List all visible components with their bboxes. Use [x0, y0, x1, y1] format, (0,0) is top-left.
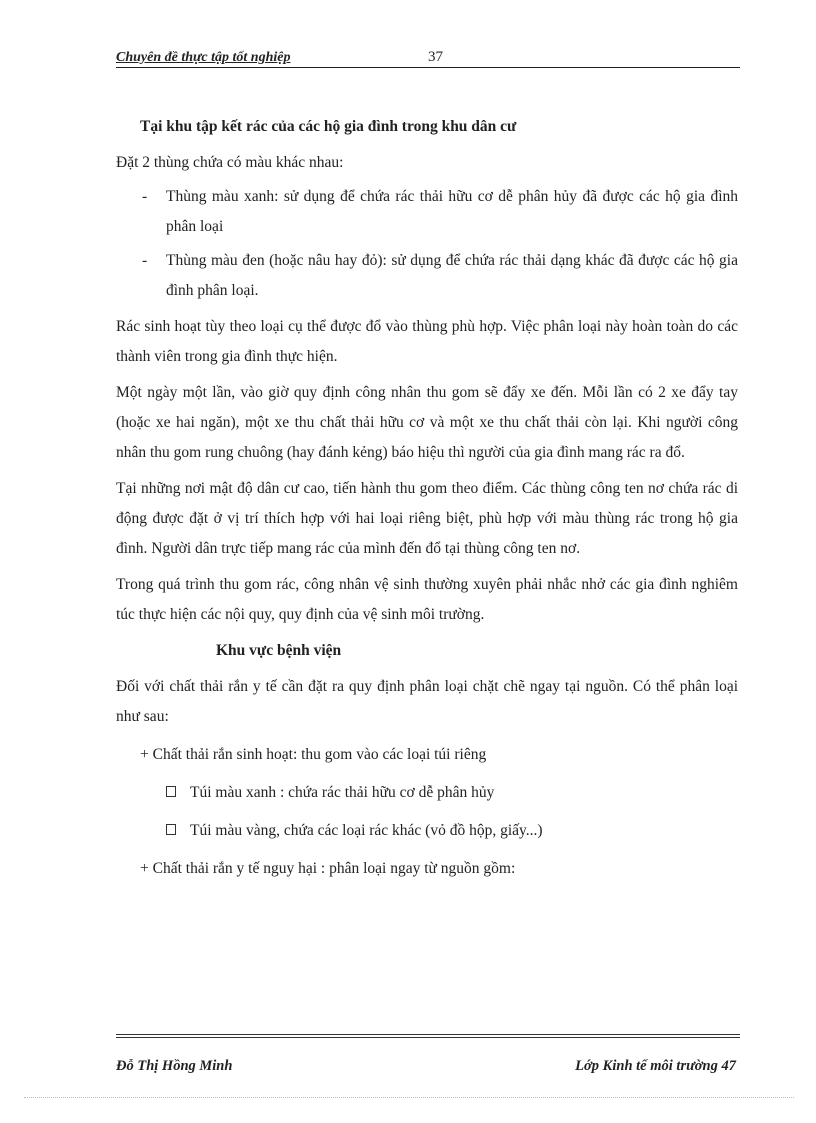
bullet-text: Thùng màu đen (hoặc nâu hay đỏ): sử dụng để chứa rác thải dạng khác đã được các hộ gia đình phân loại. [166, 252, 738, 299]
paragraph: Đặt 2 thùng chứa có màu khác nhau: [116, 154, 344, 171]
checkbox-item [116, 778, 738, 808]
page-break-line [24, 1097, 794, 1098]
square-bullet-icon [166, 786, 176, 797]
checkbox-item-text: Túi màu vàng, chứa các loại rác khác (vỏ đồ hộp, giấy...) [190, 822, 543, 839]
plus-item: + Chất thải rắn sinh hoạt: thu gom vào các loại túi riêng [140, 746, 487, 763]
bullet-text: Thùng màu xanh: sử dụng để chứa rác thải hữu cơ dễ phân hủy đã được các hộ gia đình phân loại [166, 188, 738, 235]
page-body [116, 112, 738, 884]
paragraph: Một ngày một lần, vào giờ quy định công nhân thu gom sẽ đẩy xe đến. Mỗi lần có 2 xe đẩy tay (hoặc xe hai ngăn), một xe thu chất thải hữu cơ và một xe thu chất thải còn lại. Khi người công nhân thu gom rung chuông (hay đánh kẻng) báo hiệu thì người của gia đình mang rác ra đổ. [116, 384, 738, 461]
header-rule [116, 67, 740, 68]
section-heading-hospital: Khu vực bệnh viện [216, 642, 342, 659]
section-heading-households: Tại khu tập kết rác của các hộ gia đình trong khu dân cư [140, 118, 517, 135]
paragraph: Trong quá trình thu gom rác, công nhân vệ sinh thường xuyên phải nhắc nhở các gia đình nghiêm túc thực hiện các nội quy, quy định của vệ sinh môi trường. [116, 576, 738, 623]
plus-item: + Chất thải rắn y tế nguy hại : phân loại ngay từ nguồn gồm: [140, 860, 516, 877]
footer-rule-top [116, 1034, 740, 1035]
bullet-item [116, 246, 738, 306]
square-bullet-icon [166, 824, 176, 835]
bullet-dash: - [142, 252, 148, 269]
paragraph: Đối với chất thải rắn y tế cần đặt ra quy định phân loại chặt chẽ ngay tại nguồn. Có thể phân loại như sau: [116, 678, 738, 725]
page-header [116, 48, 740, 68]
checkbox-item [116, 816, 738, 846]
footer-class: Lớp Kinh tế môi trường 47 [575, 1058, 736, 1074]
page-number: 37 [428, 49, 443, 65]
paragraph: Rác sinh hoạt tùy theo loại cụ thể được đổ vào thùng phù hợp. Việc phân loại này hoàn toàn do các thành viên trong gia đình thực hiện. [116, 318, 738, 365]
bullet-item [116, 182, 738, 242]
header-title: Chuyên đề thực tập tốt nghiệp [116, 50, 291, 65]
checkbox-item-text: Túi màu xanh : chứa rác thải hữu cơ dễ phân hủy [190, 784, 495, 801]
footer-rule-bottom [116, 1037, 740, 1038]
footer-author: Đỗ Thị Hồng Minh [116, 1058, 233, 1074]
paragraph: Tại những nơi mật độ dân cư cao, tiến hành thu gom theo điểm. Các thùng công ten nơ chứa rác di động được đặt ở vị trí thích hợp với hai loại riêng biệt, phù hợp với màu thùng rác trong hộ gia đình. Người dân trực tiếp mang rác của mình đến đổ tại thùng công ten nơ. [116, 480, 738, 557]
bullet-dash: - [142, 188, 148, 205]
